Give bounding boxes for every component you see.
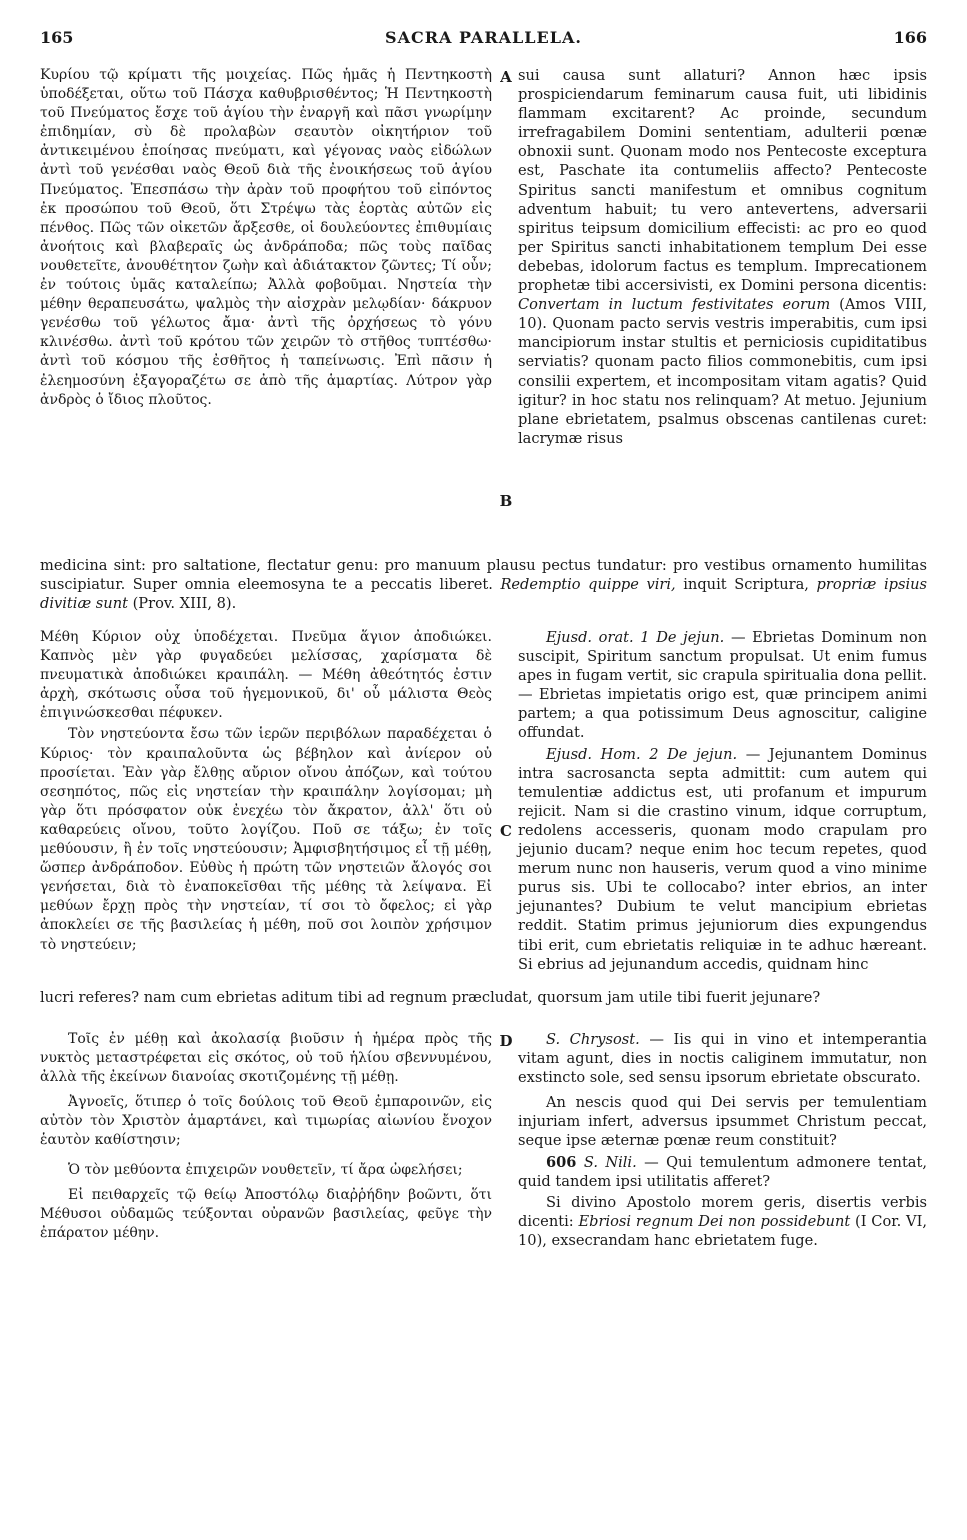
greek-column	[40, 66, 492, 410]
section-two	[40, 628, 928, 1006]
latin-column	[518, 66, 927, 448]
section-one	[40, 66, 927, 622]
greek-paragraph: Τὸν νηστεύοντα ἔσω τῶν ἱερῶν περιβόλων παραδέχεται ὁ Κύριος· τὸν κραιπαλοῦντα ὡς βέβηλον καὶ ἀνίερον οὐ προσίεται. Ἐὰν γὰρ ἔλθῃς αὔριον οἴνου ἀπόζων, καὶ τούτου σεσηπότος, πῶς εἰς νηστείαν τὴν κραιπάλην λογίσομαι; μὴ γὰρ ὅτι πρόσφατον οὐκ ἐνεχέω τὸν ἄκρατον, ἀλλ' ὅτι οὐ καθαρεύεις οἴνου, τοῦτο λογίζου. Ποῦ σε τάξω; ἐν τοῖς μεθύουσιν, ἢ ἐν τοῖς νηστεύουσιν; Ἀμφισβητήσιμος εἶ τῇ μέθῃ, ὥσπερ ἀνδράποδον. Εὐθὺς ἡ πρώτη τῶν νηστειῶν ἄλογός σοι γενήσεται, διὰ τὸ ἐναποκεῖσθαι τῆς μέθης τὰ λείψανα. Εἰ μεθύων ἔρχῃ πρὸς τὴν νηστείαν, τί σοι τὸ ὄφελος; εἰ γὰρ ἀποκλείει σε τῆς βασιλείας ἡ μέθη, ποῦ σοι λοιπὸν χρήσιμον τὸ νηστεύειν;	[40, 726, 492, 953]
margin-marker-a: A	[500, 68, 512, 86]
running-header	[40, 28, 927, 54]
latin-paragraph: S. Chrysost. — Iis qui in vino et intemperantia vitam agunt, dies in noctis caliginem immutatur, non exstincto sole, sed sensu ipsorum ebrietate obscurato.	[518, 1031, 928, 1087]
latin-paragraph: Ejusd. Hom. 2 De jejun. — Jejunantem Dominus intra sacrosancta septa admittit: cum autem qui temulentiæ addictus est, uti profanum et impurum rejicit. Nam si die crastino vinum, idque corruptum, redolens accesseris, quonam modo crapulam pro jejunio ducam? neque enim hoc tecum repetes, quod merum nunc non hauseris, verum quod a vino minime purus sis. Ubi te collocabo? inter ebrios, an inter jejunantes? Dubium te velut mancipium ebrietas reddit. Statim primus jejuniorum dies expungendus tibi erit, cum ebrietatis reliquiæ in te adhuc hæreant. Si ebrius ad jejunandum accedis, quidnam hinc	[518, 745, 928, 973]
margin-marker-b: B	[499, 492, 513, 510]
greek-paragraph: Εἰ πειθαρχεῖς τῷ θείῳ Ἀποστόλῳ διαῤῥήδην βοῶντι, ὅτι Μέθυσοι οὐδαμῶς τεύξονται οὐρανῶν βασιλείας, φεῦγε τὴν ἐπάρατον μέθην.	[40, 1186, 492, 1241]
full-width-paragraph: lucri referes? nam cum ebrietas aditum tibi ad regnum præcludat, quorsum jam utile tibi fuerit jejunare?	[40, 989, 821, 1006]
latin-paragraph: Ejusd. orat. 1 De jejun. — Ebrietas Dominum non suscipit, Spiritum sanctum propulsat. Ut enim fumus apes in fugam vertit, sic crapula spiritualia dona pellit. — Ebrietas impietatis origo est, quæ principem animi partem; a qua potissimum Deus agnoscitur, caligine offundat.	[518, 629, 927, 742]
section-three	[40, 1030, 927, 1510]
latin-paragraph: An nescis quod qui Dei servis per temulentiam injuriam infert, adversus ipsummet Christum peccat, seque ipse æternæ pœnæ reum constituit?	[518, 1094, 927, 1150]
latin-paragraph: Si divino Apostolo morem geris, disertis verbis dicenti: Ebriosi regnum Dei non possidebunt (I Cor. VI, 10), exsecrandam hanc ebrietatem fuge.	[518, 1193, 928, 1249]
latin-column	[518, 1030, 927, 1250]
running-title: SACRA PARALLELA.	[385, 28, 582, 47]
greek-paragraph: Κυρίου τῷ κρίματι τῆς μοιχείας. Πῶς ἡμᾶς ἡ Πεντηκοστὴ ὑποδέξεται, οὕτω τοῦ Πάσχα καθυβρισθέντος; Ἡ Πεντηκοστὴ τοῦ Πνεύματος ἔσχε τοῦ ἁγίου τὴν ἐναργῆ καὶ πᾶσι γνωρίμην ἐπιδημίαν, σὺ δὲ προλαβὼν σεαυτὸν οἰκητήριον τοῦ ἀντικειμένου ἐποίησας πνεύματι, καὶ γέγονας ναὸς εἰδώλων ἀντὶ τοῦ γενέσθαι ναὸς Θεοῦ διὰ τῆς ἐνοικήσεως τοῦ ἁγίου Πνεύματος. Ἐπεσπάσω τὴν ἀρὰν τοῦ προφήτου τοῦ εἰπόντος ἐκ προσώπου τοῦ Θεοῦ, ὅτι Στρέψω τὰς ἑορτὰς αὐτῶν εἰς πένθος. Πῶς τῶν οἰκετῶν ἄρξεσθε, οἱ δουλεύοντες ἐπιθυμίαις ἀνοήτοις καὶ βλαβεραῖς ὡς ἀνδράποδα; πῶς τοὺς παῖδας νουθετεῖτε, ἀνουθέτητον ζωὴν καὶ ἀδιάτακτον ζῶντες; Τί οὖν; ἐν τούτοις ὑμᾶς καταλείπω; Ἀλλὰ φοβοῦμαι. Νηστεία τὴν μέθην θεραπευσάτω, ψαλμὸς τὴν αἰσχρὰν μελῳδίαν· δάκρυον γενέσθω τοῦ γέλωτος ἄμα· ἀντὶ τῆς ὀρχήσεως τὸ γόνυ κλινέσθω. ἀντὶ τοῦ κρότου τῶν χειρῶν τὸ στῆθος τυπτέσθω· ἀντὶ τοῦ κόσμου τῆς ἐσθῆτος ἡ ταπείνωσις. Ἐπὶ πᾶσιν ἡ ἐλεημοσύνη ἐξαγοραζέτω σε ἀπὸ τῆς ἁμαρτίας. Λύτρον γὰρ ἀνδρὸς ὁ ἴδιος πλοῦτος.	[40, 67, 492, 408]
latin-column	[518, 628, 927, 974]
greek-column	[40, 1030, 492, 1243]
latin-paragraph: 606 S. Nili. — Qui temulentum admonere tentat, quid tandem ipsi utilitatis afferet?	[518, 1153, 928, 1190]
greek-paragraph: Ἀγνοεῖς, ὅτιπερ ὁ τοῖς δούλοις τοῦ Θεοῦ ἐμπαροινῶν, εἰς αὐτὸν τὸν Χριστὸν ἁμαρτάνει, καὶ τιμωρίας αἰωνίου ἔνοχον ἑαυτὸν καθίστησιν;	[40, 1094, 492, 1149]
greek-paragraph: Μέθη Κύριον οὐχ ὑποδέχεται. Πνεῦμα ἅγιον ἀποδιώκει. Καπνὸς μὲν γὰρ φυγαδεύει μελίσσας, χαρίσματα δὲ πνευματικὰ ἀποδιώκει κραιπάλη. — Μέθη ἀθεότητός ἐστιν ἀρχὴ, σκότωσις οὖσα τοῦ ἡγεμονικοῦ, δι' οὗ μάλιστα Θεὸς ἐπιγινώσκεσθαι πέφυκεν.	[40, 629, 492, 722]
margin-marker-c: C	[500, 822, 512, 840]
page-number-right: 166	[893, 28, 927, 47]
latin-paragraph: sui causa sunt allaturi? Annon hæc ipsis prospiciendarum feminarum causa fuit, uti libidinis flammam excitarent? Ac proinde, secundum irrefragabilem Domini sententiam, adulterii pœnæ obnoxii sunt. Quonam modo nos Pentecoste excepturа est, Paschate ita contumeliis affecto? Pentecoste Spiritus sancti manifestum et omnibus cognitum adventum habuit; tu vero antevertens, adversarii spiritus teipsum domicilium effecisti: ac pro eo quod per Spiritus sancti inhabitationem templum Dei esse debebas, idolorum factus es templum. Imprecationem prophetæ tibi accersivisti, ex Domini persona dicentis: Convertam in luctum festivitates eorum (Amos VIII, 10). Quonam pacto servis vestris imperabitis, cum ipsi mancipiorum instar stultis et perniciosis cupiditatibus serviatis? quonam pacto filios commonebitis, cum ipsi consilii expertem, et incompositam vitam agatis? Quid igitur? in hoc statu nos relinquam? At metuo. Jejunium plane ebrietatem, psalmus obscenas cantilenas curet: lacrymæ risus	[518, 67, 928, 447]
greek-paragraph: Ὁ τὸν μεθύοντα ἐπιχειρῶν νουθετεῖν, τί ἄρα ὠφελήσει;	[68, 1161, 463, 1178]
greek-column	[40, 628, 492, 955]
full-width-paragraph: medicina sint: pro saltatione, flectatur genu: pro manuum plausu pectus tundatur: pro vestibus ornamento humilitas suscipiatur. Super omnia eleemosyna te a peccatis liberet. Redemptio quippe viri, inquit Scriptura, propriæ ipsius divitiæ sunt (Prov. XIII, 8).	[40, 557, 928, 613]
greek-paragraph: Τοῖς ἐν μέθῃ καὶ ἀκολασίᾳ βιοῦσιν ἡ ἡμέρα πρὸς τῆς νυκτὸς μεταστρέφεται εἰς σκότος, οὐ τοῦ ἡλίου σβεννυμένου, ἀλλὰ τῆς ἐκείνων διανοίας σκοτιζομένης τῇ μέθῃ.	[40, 1031, 492, 1086]
margin-marker-d: D	[499, 1032, 513, 1050]
page-number-left: 165	[40, 28, 74, 47]
